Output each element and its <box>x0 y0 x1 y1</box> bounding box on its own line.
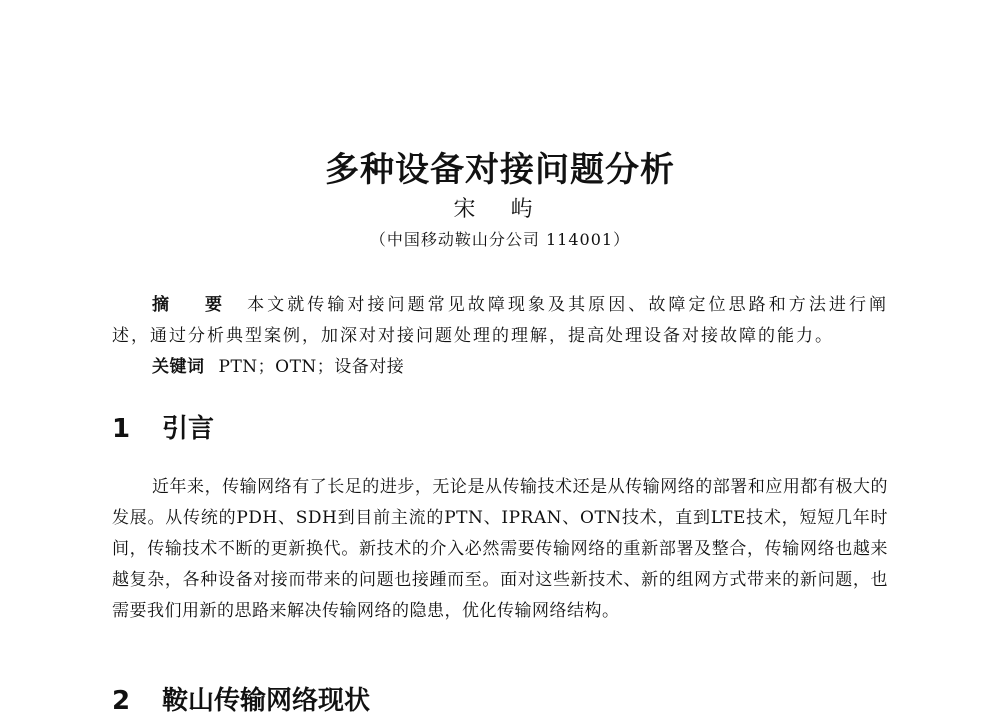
section-heading-1 <box>112 408 214 445</box>
section-title: 引言 <box>162 414 215 444</box>
author-name: 宋 屿 <box>453 197 547 222</box>
section-heading-2 <box>112 680 370 717</box>
section-number: 2 <box>112 686 131 716</box>
section-number: 1 <box>112 414 131 444</box>
abstract-paragraph <box>112 290 888 352</box>
author-affiliation: （中国移动鞍山分公司 114001） <box>369 230 631 249</box>
paper-title: 多种设备对接问题分析 <box>325 150 675 190</box>
section-body-paragraph: 近年来，传输网络有了长足的进步，无论是从传输技术还是从传输网络的部署和应用都有极大的发展。从传统的PDH、SDH到目前主流的PTN、IPRAN、OTN技术，直到LTE技术，短短几年时间，传输技术不断的更新换代。新技术的介入必然需要传输网络的重新部署及整合，传输网络也越来越复杂，各种设备对接而带来的问题也接踵而至。面对这些新技术、新的组网方式带来的新问题，也需要我们用新的思路来解决传输网络的隐患，优化传输网络结构。 <box>112 477 888 621</box>
abstract-text: 本文就传输对接问题常见故障现象及其原因、故障定位思路和方法进行阐述，通过分析典型案例，加深对对接问题处理的理解，提高处理设备对接故障的能力。 <box>112 295 889 346</box>
keywords-label: 关键词 <box>152 357 205 377</box>
section-title: 鞍山传输网络现状 <box>162 686 371 716</box>
keywords-text: PTN；OTN；设备对接 <box>218 357 405 377</box>
keywords-line <box>152 352 888 383</box>
abstract-label: 摘 要 <box>152 295 238 315</box>
